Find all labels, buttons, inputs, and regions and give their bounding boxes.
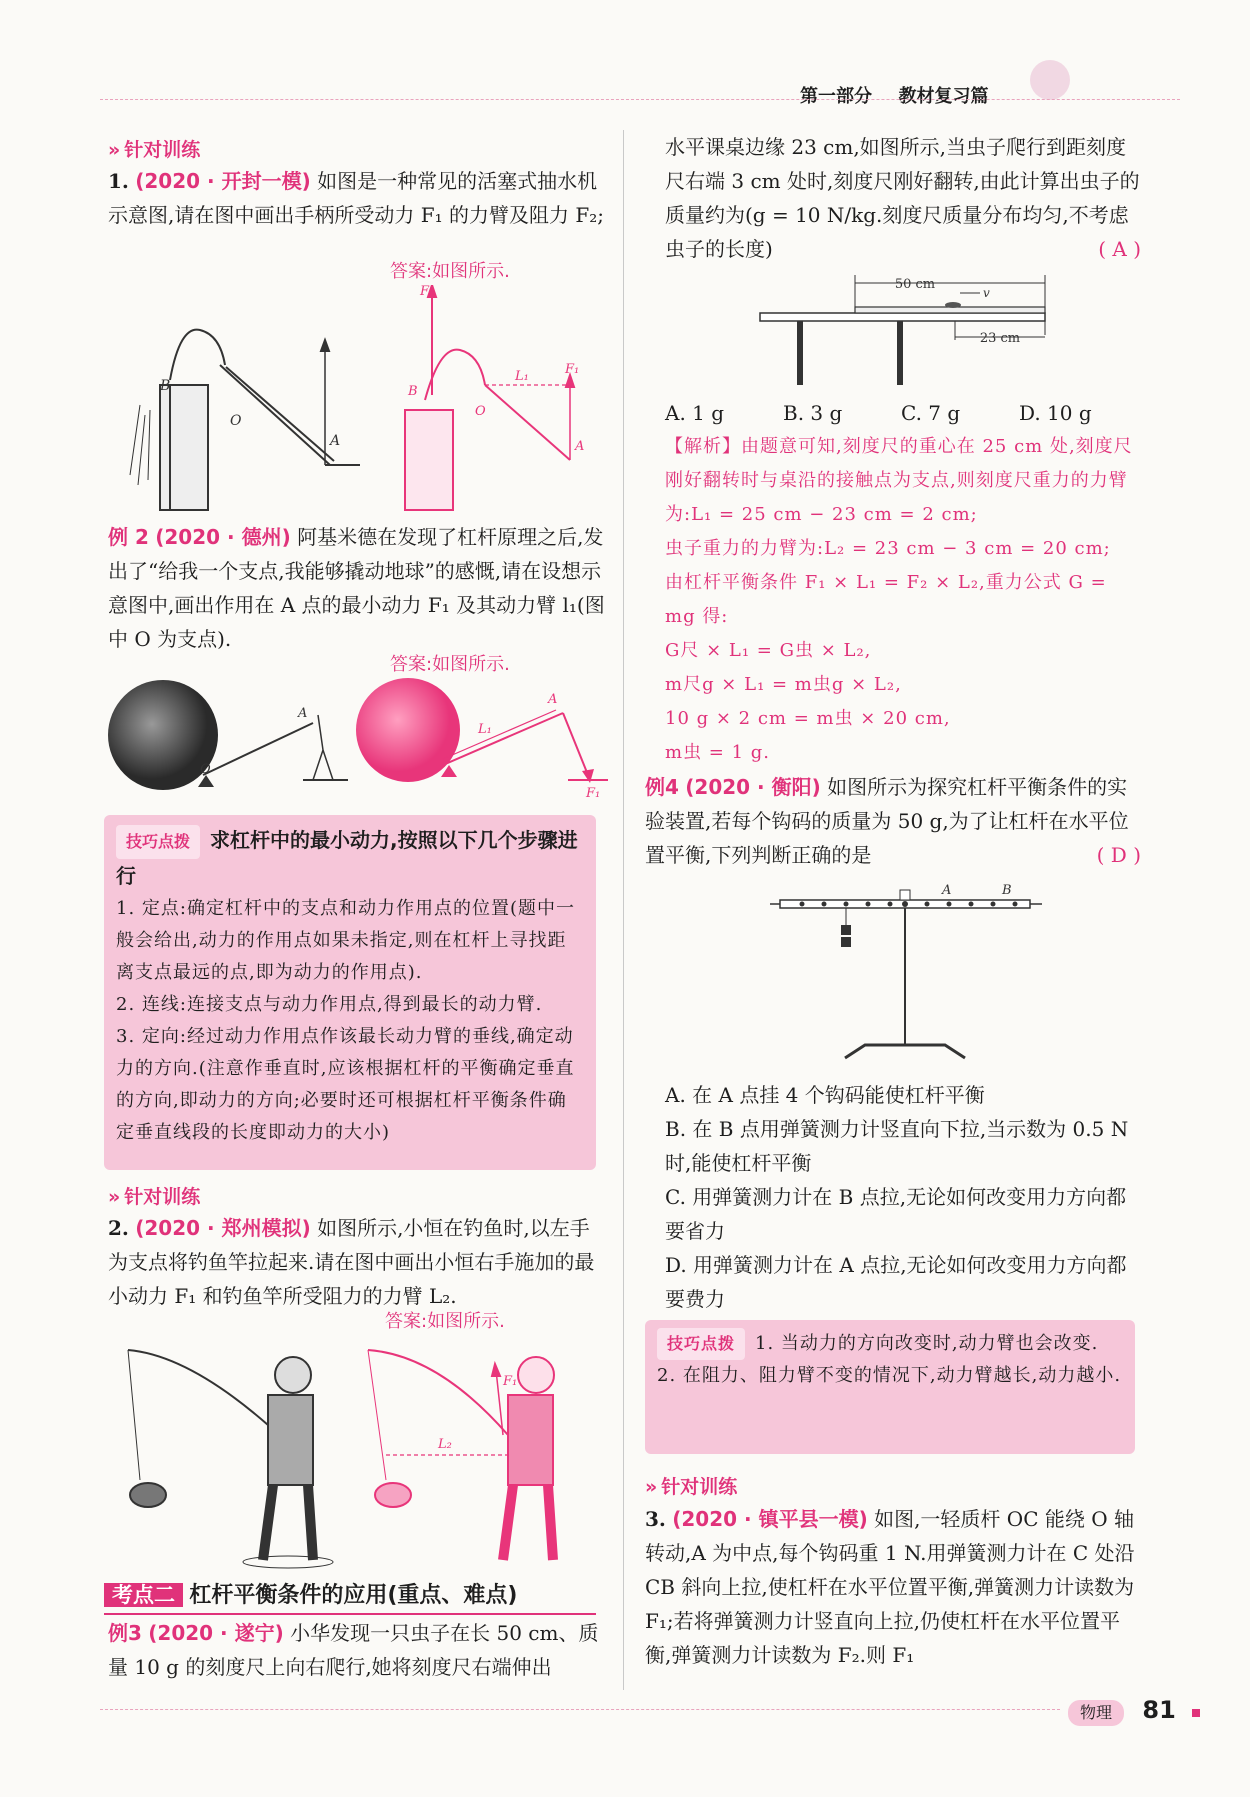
analysis-line-5: m尺g × L₁ = m虫g × L₂,: [665, 674, 902, 695]
tip1-title: 求杠杆中的最小动力,按照以下几个步骤进行: [116, 828, 578, 888]
ex4-text: 如图所示为探究杠杆平衡条件的实验装置,若每个钩码的质量为 50 g,为了让杠杆在水平位置平衡,下列判断正确的是: [645, 775, 1129, 867]
ex3-option-a: A. 1 g: [665, 401, 725, 425]
page-number: 81: [1142, 1696, 1176, 1724]
ex3-label: 例3: [108, 1621, 142, 1645]
q1-text: 如图是一种常见的活塞式抽水机示意图,请在图中画出手柄所受动力 F₁ 的力臂及阻力 F₂;: [108, 169, 604, 227]
ex4-option-d: D. 用弹簧测力计在 A 点拉,无论如何改变用力方向都要费力: [665, 1253, 1127, 1311]
question-2: [108, 1211, 608, 1313]
tip2-head: 技巧点拨: [657, 1328, 745, 1360]
q2-text: 如图所示,小恒在钓鱼时,以左手为支点将钓鱼竿拉起来.请在图中画出小恒右手施加的最小动力 F₁ 和钓鱼竿所受阻力的力臂 L₂.: [108, 1216, 595, 1308]
ruler-50-label: 50 cm: [894, 277, 936, 292]
tip1-head: 技巧点拨: [116, 825, 200, 859]
q3-number: 3.: [645, 1507, 666, 1531]
svg-text:L₂: L₂: [438, 1437, 452, 1452]
page-marker: [1192, 1709, 1200, 1717]
ex4-option-a: A. 在 A 点挂 4 个钩码能使杠杆平衡: [665, 1083, 985, 1107]
svg-text:O: O: [230, 413, 242, 429]
footer-subject: 物理: [1068, 1700, 1124, 1726]
earth-lever-figure: [108, 675, 608, 805]
ex3-text: 小华发现一只虫子在长 50 cm、质量 10 g 的刻度尺上向右爬行,她将刻度尺右端伸出: [108, 1621, 599, 1679]
header-divider: [100, 99, 1180, 100]
footer: [1068, 1693, 1200, 1728]
example-3-continued: [665, 130, 1141, 266]
tip2-point1: 1. 当动力的方向改变时,动力臂也会改变.: [755, 1333, 1099, 1354]
topic-tag: 考点二: [104, 1583, 183, 1607]
fishing-original: [128, 1350, 333, 1568]
analysis-line-7: m虫 = 1 g.: [665, 742, 771, 763]
tip2-point2: 2. 在阻力、阻力臂不变的情况下,动力臂越长,动力越小.: [657, 1365, 1122, 1386]
tip-box-1: [104, 815, 596, 1170]
q3-text: 如图,一轻质杆 OC 能绕 O 轴转动,A 为中点,每个钩码重 1 N.用弹簧测力计在 C 处沿 CB 斜向上拉,使杠杆在水平位置平衡,弹簧测力计读数为 F₁;若将弹簧测力计竖直向上拉,仍使杠杆在水平位置平衡,弹簧测力计读数为 F₂.则 F₁: [645, 1507, 1135, 1667]
ex2-text: 阿基米德在发现了杠杆原理之后,发出了“给我一个支点,我能够撬动地球”的感慨,请在设想示意图中,画出作用在 A 点的最小动力 F₁ 及其动力臂 l₁(图中 O 为支点).: [108, 525, 605, 651]
training-label-1: » 针对训练: [108, 133, 200, 167]
analysis-line-2: 虫子重力的力臂为:L₂ = 23 cm − 3 cm = 20 cm;: [665, 538, 1111, 559]
ex4-option-c: C. 用弹簧测力计在 B 点拉,无论如何改变用力方向都要省力: [665, 1185, 1127, 1243]
training-label-2: » 针对训练: [108, 1180, 200, 1214]
ex4-option-b: B. 在 B 点用弹簧测力计竖直向下拉,当示数为 0.5 N 时,能使杠杆平衡: [665, 1117, 1129, 1175]
tip-box-2: [645, 1320, 1135, 1454]
header-decoration: [1030, 60, 1070, 100]
question-1: [108, 164, 608, 232]
svg-text:B: B: [408, 384, 418, 399]
pump-original: [130, 330, 360, 510]
example-2: [108, 520, 608, 656]
lever-a-label: A: [942, 883, 952, 898]
ex3-answer: ( A ): [1098, 237, 1141, 261]
ex3-option-c: C. 7 g: [901, 401, 961, 425]
ex2-label: 例 2: [108, 525, 149, 549]
pump-figure: [120, 285, 600, 515]
svg-text:O: O: [475, 404, 486, 419]
topic-title: 杠杆平衡条件的应用(重点、难点): [189, 1583, 518, 1608]
ex4-label: 例4: [645, 775, 679, 799]
q2-answer: 答案:如图所示.: [385, 1311, 505, 1332]
fishing-answer: [368, 1350, 554, 1560]
analysis-line-4: G尺 × L₁ = G虫 × L₂,: [665, 640, 872, 661]
lever-b-label: B: [1002, 883, 1012, 898]
tip1-step2: 2. 连线:连接支点与动力作用点,得到最长的动力臂.: [116, 994, 543, 1015]
svg-text:A: A: [575, 439, 585, 454]
ex4-options: [665, 1078, 1141, 1316]
svg-text:O: O: [200, 762, 211, 777]
ex3-option-b: B. 3 g: [783, 401, 843, 425]
footer-divider: [100, 1709, 1060, 1710]
ruler-23-label: 23 cm: [979, 331, 1021, 346]
svg-text:F₂: F₂: [420, 285, 435, 299]
header: [800, 80, 989, 114]
ruler-v-label: v: [983, 286, 990, 300]
svg-text:A: A: [330, 433, 341, 449]
example-4: [645, 770, 1141, 872]
ex3-continued-text: 水平课桌边缘 23 cm,如图所示,当虫子爬行到距刻度尺右端 3 cm 处时,刻度尺刚好翻转,由此计算出虫子的质量约为(g = 10 N/kg.刻度尺质量分布均匀,不考虑虫子的长度): [665, 135, 1140, 261]
question-3: [645, 1502, 1141, 1672]
fishing-figure: [108, 1340, 608, 1575]
tip1-step3: 3. 定向:经过动力作用点作该最长动力臂的垂线,确定动力的方向.(注意作垂直时,应该根据杠杆的平衡确定垂直的方向,即动力的方向;必要时还可根据杠杆平衡条件确定垂直线段的长度即动力的大小): [116, 1026, 575, 1143]
q1-answer: 答案:如图所示.: [390, 261, 510, 282]
lever-stand-figure: [760, 880, 1050, 1065]
training-label-3: » 针对训练: [645, 1470, 737, 1504]
analysis-line-1: 【解析】由题意可知,刻度尺的重心在 25 cm 处,刻度尺刚好翻转时与桌沿的接触点为支点,则刻度尺重力的力臂为:L₁ = 25 cm − 23 cm = 2 cm;: [665, 436, 1133, 525]
example-3: [108, 1616, 608, 1684]
ex2-answer: 答案:如图所示.: [390, 654, 510, 675]
tip1-step1: 1. 定点:确定杠杆中的支点和动力作用点的位置(题中一般会给出,动力的作用点如果未指定,则在杠杆上寻找距离支点最远的点,即为动力的作用点).: [116, 898, 575, 983]
svg-text:A: A: [548, 692, 558, 707]
ex3-source: (2020 · 遂宁): [148, 1621, 284, 1645]
q1-source: (2020 · 开封一模): [135, 169, 311, 193]
ex2-source: (2020 · 德州): [155, 525, 291, 549]
svg-text:F₁: F₁: [586, 786, 601, 801]
q2-number: 2.: [108, 1216, 129, 1240]
svg-text:B: B: [160, 378, 171, 394]
svg-text:A: A: [298, 706, 308, 721]
svg-text:L₁: L₁: [515, 369, 529, 384]
q3-source: (2020 · 镇平县一模): [672, 1507, 868, 1531]
pump-answer: [405, 285, 584, 510]
earth-original: [108, 680, 348, 790]
ex4-answer: ( D ): [1096, 843, 1141, 867]
analysis-line-3: 由杠杆平衡条件 F₁ × L₁ = F₂ × L₂,重力公式 G = mg 得:: [665, 572, 1107, 627]
header-part: 第一部分: [800, 86, 872, 107]
ruler-desk-figure: [755, 265, 1055, 395]
ex3-options: [665, 396, 1141, 430]
ex3-analysis: [665, 430, 1141, 770]
svg-text:F₁: F₁: [503, 1374, 518, 1389]
q1-number: 1.: [108, 169, 129, 193]
analysis-line-6: 10 g × 2 cm = m虫 × 20 cm,: [665, 708, 951, 729]
ex4-source: (2020 · 衡阳): [685, 775, 821, 799]
q2-source: (2020 · 郑州模拟): [135, 1216, 311, 1240]
column-divider: [623, 130, 624, 1690]
earth-answer: [356, 678, 608, 801]
svg-text:L₁: L₁: [478, 722, 492, 737]
header-section: 教材复习篇: [898, 86, 989, 107]
svg-text:F₁: F₁: [565, 362, 580, 377]
topic-bar: [104, 1578, 596, 1615]
ex3-option-d: D. 10 g: [1019, 401, 1092, 425]
